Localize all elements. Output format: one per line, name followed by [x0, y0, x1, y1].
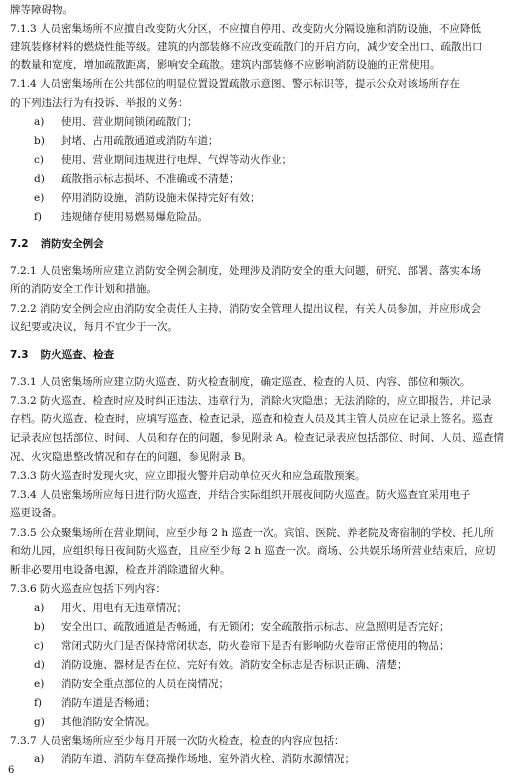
list-item-text: 消防安全重点部位的人员在岗情况；: [61, 678, 229, 690]
list-item-text: 其他消防安全情况。: [61, 716, 156, 728]
section-title: 防火巡查、检查: [40, 349, 115, 361]
clause-7-3-2-line: 况、火灾隐患整改情况和存在的问题，参见附录 B。: [10, 451, 253, 463]
list-item-text: 消防车道是否畅通；: [61, 697, 156, 709]
clause-7-1-3-line: 的数量和宽度，增加疏散距离，影响安全疏散。建筑内部装修不应影响消防设施的正常使用。: [10, 59, 441, 71]
clause-7-2-1-line: 所的消防安全工作计划和措施。: [10, 283, 157, 295]
list-item-text: 消防设施、器材是否在位、完好有效。消防安全标志是否标识正确、清楚；: [61, 659, 408, 671]
clause-7-1-3-line: 建筑装修材料的燃烧性能等级。建筑的内部装修不应改变疏散门的开启方向，减少安全出口、疏散出口: [10, 41, 483, 53]
clause-7-3-2-line: 存档。防火巡查、检查时，应填写巡查、检查记录，巡查和检查人员及其主管人员应在记录上签名。巡查: [10, 413, 493, 425]
clause-7-3-5-line: 和幼儿园，应组织每日夜间防火巡查，且应至少每 2 h 巡查一次。商场、公共娱乐场所营业结束后，应切: [10, 545, 496, 557]
clause-7-3-1-line: 7.3.1 人员密集场所应建立防火巡查、防火检查制度，确定巡查、检查的人员、内容、部位和频次。: [10, 376, 471, 388]
list-item-label: f): [34, 697, 42, 709]
list-item: [34, 190, 261, 205]
list-item-text: 使用、营业期间锁闭疏散门；: [61, 116, 198, 128]
list-item: [34, 714, 156, 729]
section-number: 7.3: [10, 349, 29, 361]
clause-7-3-5-line: 7.3.5 公众聚集场所在营业期间，应至少每 2 h 巡查一次。宾馆、医院、养老院及寄宿制的学校、托儿所: [10, 527, 495, 539]
list-item-label: a): [34, 116, 45, 128]
list-item-text: 用火、用电有无违章情况；: [61, 602, 187, 614]
list-item: [34, 209, 208, 224]
list-item-label: b): [34, 135, 45, 147]
list-item-text: 常闭式防火门是否保持常闭状态，防火卷帘下是否有影响防火卷帘正常使用的物品；: [61, 640, 450, 652]
list-item: [34, 657, 408, 672]
list-item-label: c): [34, 640, 44, 652]
list-item-text: 安全出口、疏散通道是否畅通，有无锁闭；安全疏散指示标志、应急照明是否完好；: [61, 621, 450, 633]
clause-7-3-7-line: 7.3.7 人员密集场所应至少每月开展一次防火检查，检查的内容应包括：: [10, 735, 345, 747]
list-item-label: g): [34, 716, 45, 728]
list-item-label: e): [34, 678, 45, 690]
list-item-label: a): [34, 602, 45, 614]
paragraph-line: 牌等障碍物。: [10, 4, 73, 16]
clause-7-2-2-line: 议纪要或决议，每月不宜少于一次。: [10, 321, 178, 333]
clause-7-1-3-line: 7.1.3 人员密集场所不应擅自改变防火分区，不应擅自停用、改变防火分隔设施和消防设施，不应降低: [10, 23, 482, 35]
list-item-text: 封堵、占用疏散通道或消防车道；: [61, 135, 219, 147]
section-number: 7.2: [10, 238, 29, 250]
list-item: [34, 152, 292, 167]
list-item-text: 疏散指示标志损坏、不准确或不清楚；: [61, 173, 240, 185]
list-item-label: a): [34, 753, 45, 765]
clause-7-3-5-line: 断非必要用电设备电源，检查并消除遗留火种。: [10, 564, 231, 576]
list-item-text: 消防车道、消防车登高操作场地、室外消火栓、消防水源情况；: [61, 753, 355, 765]
list-item: [34, 676, 229, 691]
list-item: [34, 695, 156, 710]
list-item-label: b): [34, 621, 45, 633]
list-item-label: f): [34, 211, 42, 223]
list-item: [34, 114, 198, 129]
list-item: [34, 751, 355, 766]
list-item-label: d): [34, 173, 45, 185]
section-heading: [10, 236, 104, 251]
clause-7-3-2-line: 记录表应包括部位、时间、人员和存在的问题，参见附录 A。检查记录表应包括部位、时间、人员、巡查情: [10, 432, 504, 444]
list-item-label: d): [34, 659, 45, 671]
page-number: 6: [8, 765, 15, 776]
clause-7-2-1-line: 7.2.1 人员密集场所应建立消防安全例会制度，处理涉及消防安全的重大问题，研究、部署、落实本场: [10, 265, 482, 277]
clause-7-1-4-line: 的下列违法行为有投诉、举报的义务：: [10, 97, 189, 109]
clause-7-3-6-line: 7.3.6 防火巡查应包括下列内容：: [10, 583, 167, 595]
list-item-label: c): [34, 154, 44, 166]
section-title: 消防安全例会: [40, 238, 104, 250]
list-item-text: 违规储存使用易燃易爆危险品。: [61, 211, 208, 223]
clause-7-3-4-line: 巡更设备。: [10, 507, 63, 519]
list-item-text: 停用消防设施，消防设施未保持完好有效；: [61, 192, 261, 204]
list-item-text: 使用、营业期间违规进行电焊、气焊等动火作业；: [61, 154, 292, 166]
list-item-label: e): [34, 192, 45, 204]
list-item: [34, 619, 450, 634]
clause-7-3-4-line: 7.3.4 人员密集场所应每日进行防火巡查，并结合实际组织开展夜间防火巡查。防火巡查宜采用电子: [10, 489, 471, 501]
clause-7-1-4-line: 7.1.4 人员密集场所在公共部位的明显位置设置疏散示意图、警示标识等，提示公众对该场所存在: [10, 78, 461, 90]
clause-7-3-3-line: 7.3.3 防火巡查时发现火灾，应立即报火警并启动单位灭火和应急疏散预案。: [10, 470, 366, 482]
section-heading: [10, 347, 114, 362]
list-item: [34, 133, 219, 148]
list-item: [34, 638, 450, 653]
list-item: [34, 171, 240, 186]
clause-7-2-2-line: 7.2.2 消防安全例会应由消防安全责任人主持，消防安全管理人提出议程，有关人员参加，并应形成会: [10, 303, 482, 315]
list-item: [34, 600, 187, 615]
clause-7-3-2-line: 7.3.2 防火巡查、检查时应及时纠正违法、违章行为，消除火灾隐患；无法消除的，应立即报告，并记录: [10, 395, 492, 407]
